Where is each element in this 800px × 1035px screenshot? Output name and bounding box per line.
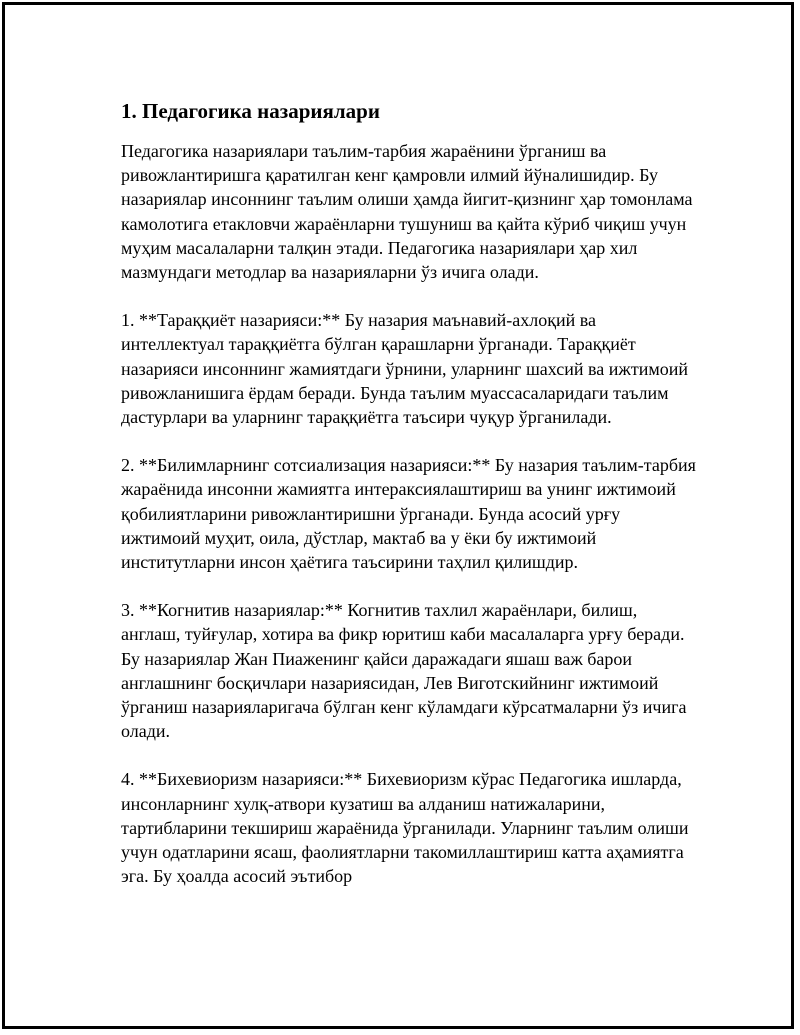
paragraph-socialization-theory: 2. **Билимларнинг сотсиализация назарияси:** Бу назария таълим-тарбия жараёнида инсонни жамиятга интераксиялаштириш ва унинг ижтимоий қобилиятларини ривожлантиришни ўрганади. Бунда асосий урғу ижтимоий муҳит, оила, дўстлар, мактаб ва у ёки бу ижтимоий институтларни инсон ҳаётига таъсирини таҳлил қилишдир. — [121, 455, 696, 573]
paragraph-behaviorism-theory: 4. **Бихевиоризм назарияси:** Бихевиоризм кўрас Педагогика ишларда, инсонларнинг хулқ-атвори кузатиш ва алданиш натижаларини, тартибларини текшириш жараёнида ўрганилади. Уларнинг таълим олиши учун одатларини ясаш, фаолиятларни такомиллаштириш катта аҳамиятга эга. Бу ҳоалда асосий эътибор — [121, 769, 689, 887]
document-body — [121, 97, 701, 912]
document-title: 1. Педагогика назариялари — [121, 99, 380, 123]
intro-paragraph: Педагогика назариялари таълим-тарбия жараёнини ўрганиш ва ривожлантиришга қаратилган кенг қамровли илмий йўналишидир. Бу назариялар инсоннинг таълим олиши ҳамда йигит-қизнинг ҳар томонлама камолотига етакловчи жараёнларни тушуниш ва қайта кўриб чиқиш учун муҳим масалаларни талқин этади. Педагогика назариялари ҳар хил мазмундаги методлар ва назарияларни ўз ичига олади. — [121, 141, 693, 283]
paragraph-cognitive-theories: 3. **Когнитив назариялар:** Когнитив тахлил жараёнлари, билиш, англаш, туйғулар, хотира ва фикр юритиш каби масалаларга урғу беради. Бу назариялар Жан Пиаженинг қайси даражадаги яшаш важ барои англашнинг босқичлари назариясидан, Лев Виготскийнинг ижтимоий ўрганиш назарияларигача бўлган кенг кўламдаги кўрсатмаларни ўз ичига олади. — [121, 600, 687, 742]
paragraph-development-theory: 1. **Тараққиёт назарияси:** Бу назария маънавий-ахлоқий ва интеллектуал тараққиётга бўлган қарашларни ўрганади. Тараққиёт назарияси инсоннинг жамиятдаги ўрнини, уларнинг шахсий ва ижтимоий ривожланишига ёрдам беради. Бунда таълим муассасаларидаги таълим дастурлари ва уларнинг тараққиётга таъсири чуқур ўрганилади. — [121, 310, 688, 428]
page-frame — [2, 2, 794, 1029]
